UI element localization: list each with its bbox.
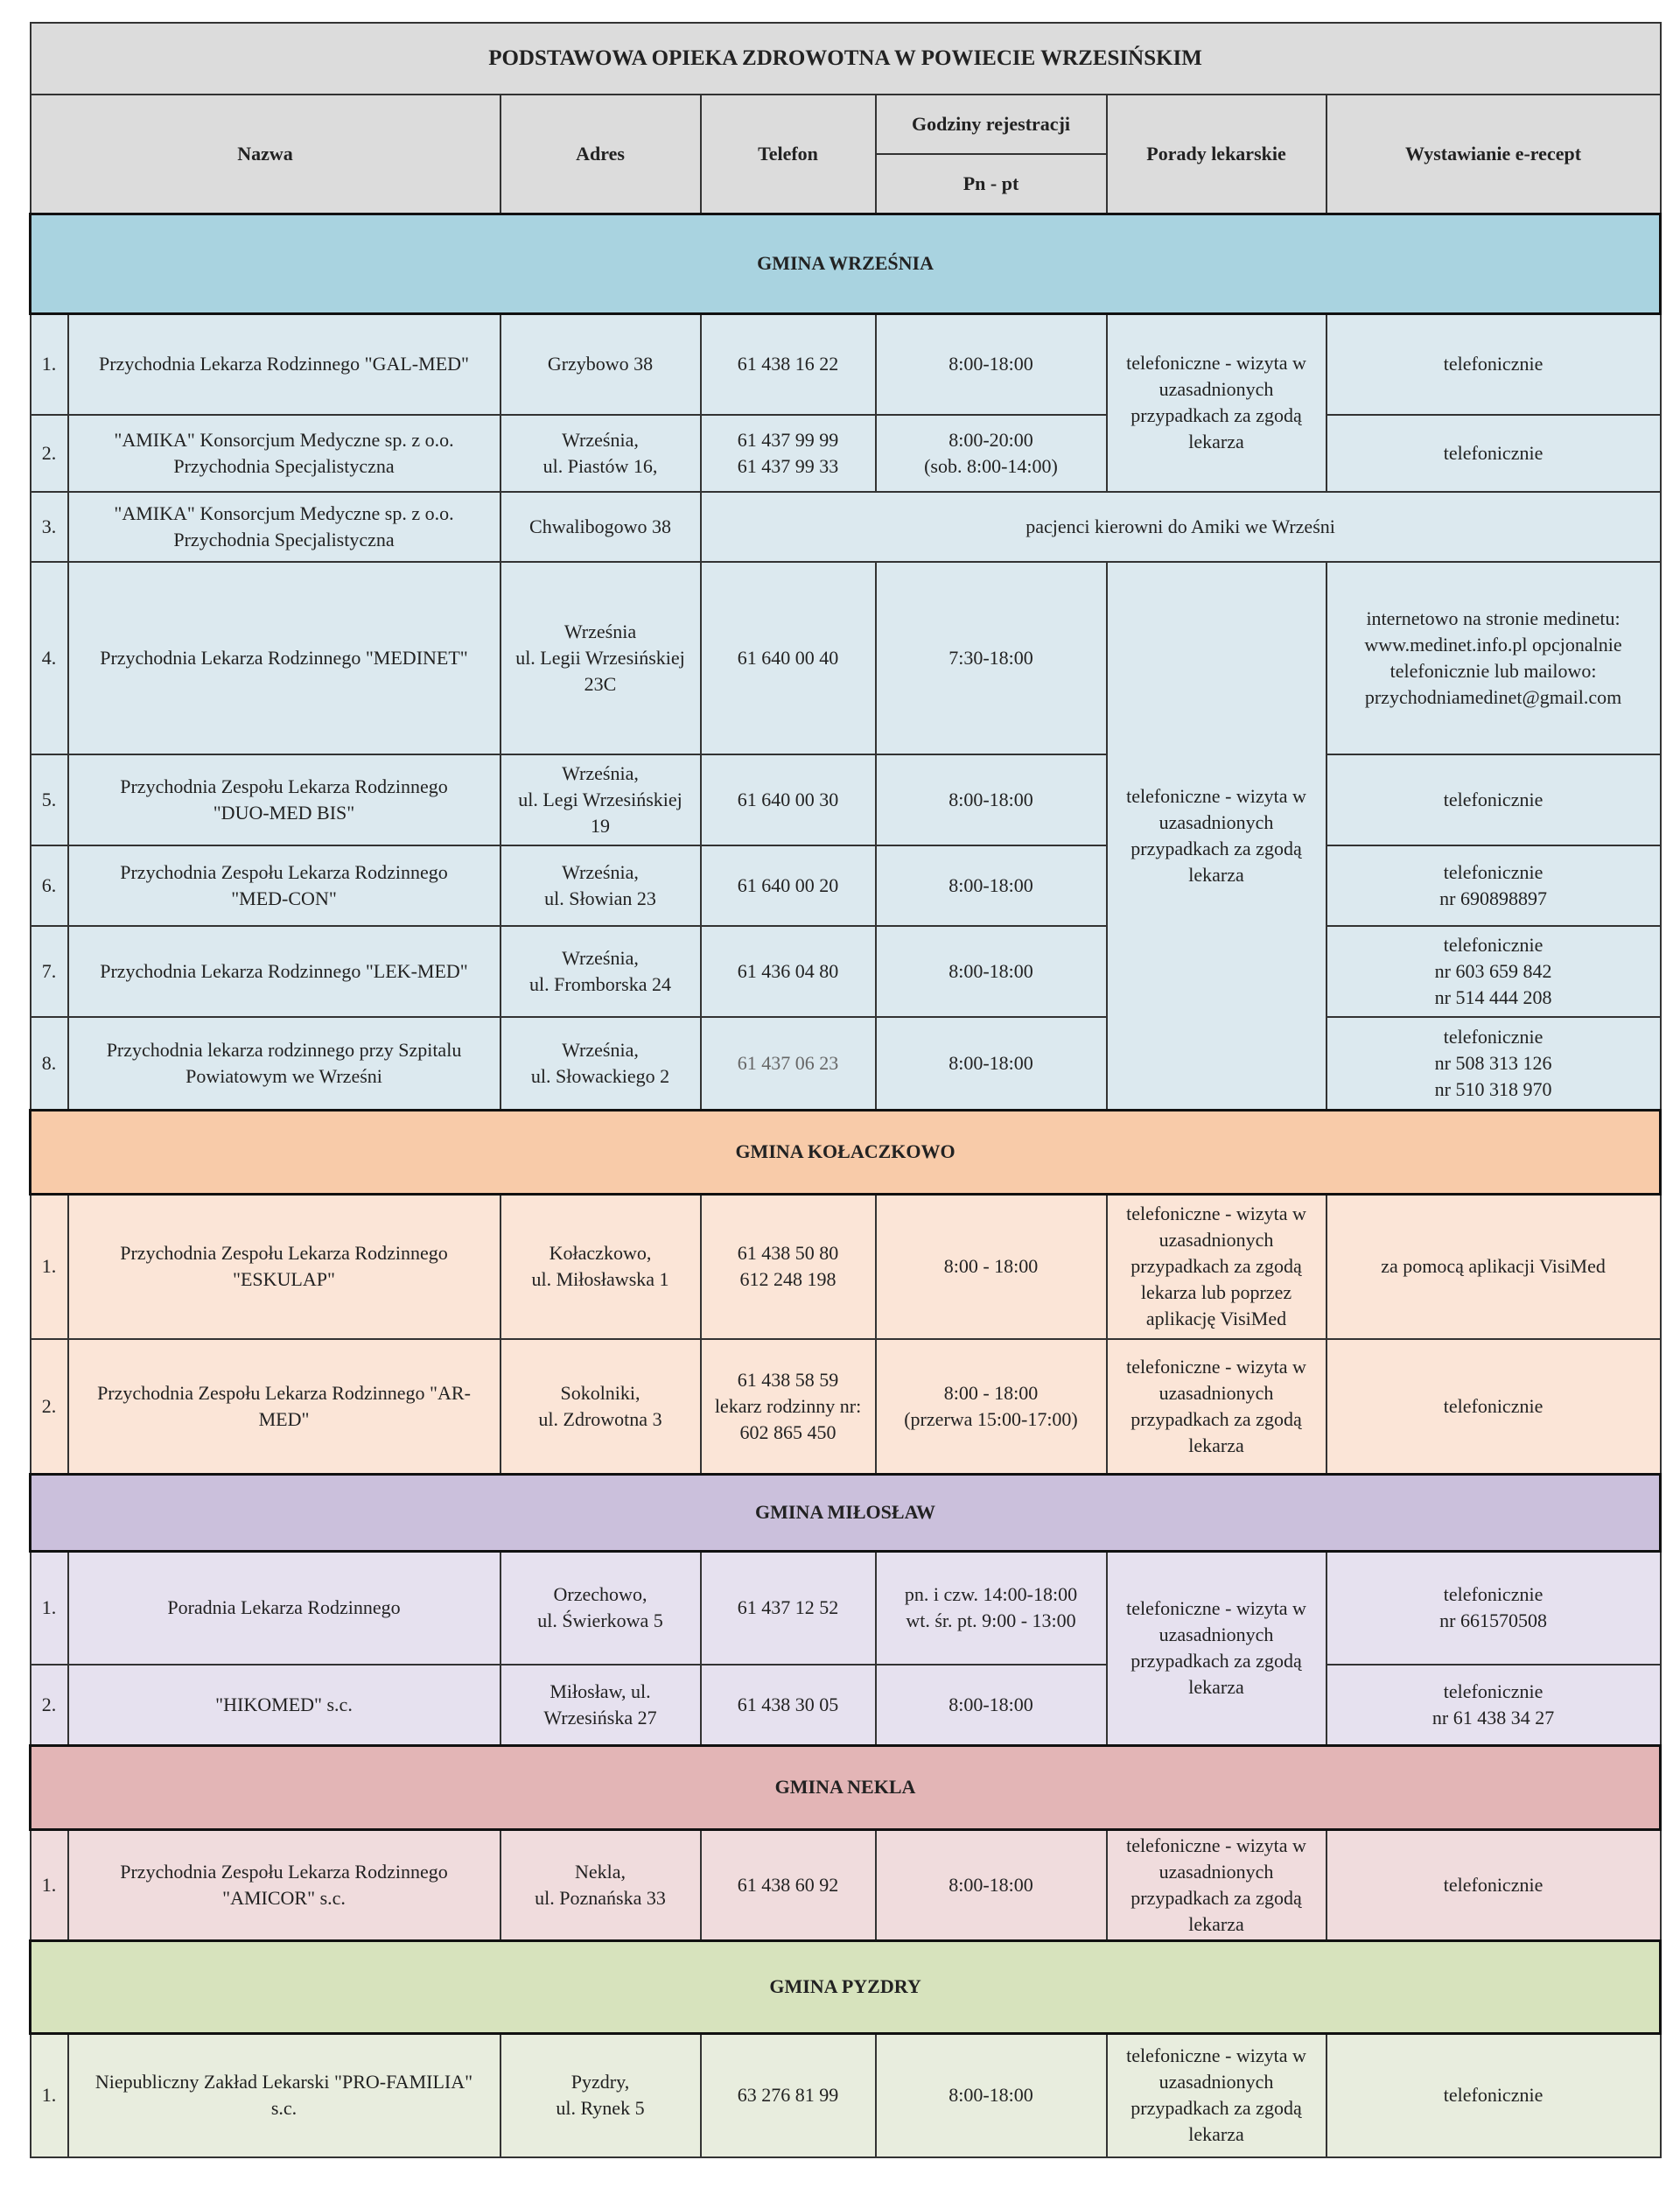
clinic-name: Przychodnia Lekarza Rodzinnego "MEDINET" [68,562,500,754]
header-adres: Adres [500,95,701,214]
registration-hours: 7:30-18:00 [876,562,1107,754]
e-prescription-info: telefonicznie [1326,415,1661,492]
row-number: 1. [31,2033,68,2157]
consultation-info: telefoniczne - wizyta w uzasadnionych przypadkach za zgodą lekarza [1107,2033,1326,2157]
clinic-name: Przychodnia Zespołu Lekarza Rodzinnego "AMICOR" s.c. [68,1829,500,1940]
registration-hours: 8:00-18:00 [876,926,1107,1017]
header-erecepty: Wystawianie e-recept [1326,95,1661,214]
header-nazwa: Nazwa [31,95,500,214]
clinic-address: Pyzdry, ul. Rynek 5 [500,2033,701,2157]
e-prescription-info: telefonicznie [1326,754,1661,845]
registration-hours: 8:00-18:00 [876,754,1107,845]
consultation-info: telefoniczne - wizyta w uzasadnionych przypadkach za zgodą lekarza lub poprzez aplikację VisiMed [1107,1194,1326,1339]
row-number: 3. [31,492,68,562]
clinic-name: Przychodnia Zespołu Lekarza Rodzinnego "DUO-MED BIS" [68,754,500,845]
clinic-phone: 61 437 12 52 [701,1551,876,1665]
clinics-table [29,22,1662,2158]
e-prescription-info: telefonicznie nr 690898897 [1326,845,1661,926]
registration-hours: 8:00-18:00 [876,313,1107,415]
header-telefon: Telefon [701,95,876,214]
consultation-info: telefoniczne - wizyta w uzasadnionych przypadkach za zgodą lekarza [1107,313,1326,492]
clinic-phone: 61 436 04 80 [701,926,876,1017]
e-prescription-info: internetowo na stronie medinetu: www.medinet.info.pl opcjonalnie telefonicznie lub mailowo: przychodniamedinet@gmail.com [1326,562,1661,754]
registration-hours: 8:00 - 18:00 [876,1194,1107,1339]
e-prescription-info: telefonicznie [1326,1829,1661,1940]
clinic-name: Przychodnia Zespołu Lekarza Rodzinnego "MED-CON" [68,845,500,926]
e-prescription-info: za pomocą aplikacji VisiMed [1326,1194,1661,1339]
row-number: 1. [31,1829,68,1940]
registration-hours: 8:00 - 18:00 (przerwa 15:00-17:00) [876,1339,1107,1474]
clinic-phone: 61 640 00 20 [701,845,876,926]
e-prescription-info: telefonicznie [1326,313,1661,415]
clinic-phone: 61 438 58 59 lekarz rodzinny nr: 602 865 450 [701,1339,876,1474]
clinic-address: Września ul. Legii Wrzesińskiej 23C [500,562,701,754]
registration-hours: 8:00-18:00 [876,845,1107,926]
row-number: 6. [31,845,68,926]
e-prescription-info: telefonicznie nr 61 438 34 27 [1326,1665,1661,1745]
clinic-name: Przychodnia Lekarza Rodzinnego "LEK-MED" [68,926,500,1017]
row-number: 1. [31,1551,68,1665]
row-number: 8. [31,1017,68,1110]
page-title: PODSTAWOWA OPIEKA ZDROWOTNA W POWIECIE WRZESIŃSKIM [31,23,1661,95]
clinic-name: "AMIKA" Konsorcjum Medyczne sp. z o.o. Przychodnia Specjalistyczna [68,492,500,562]
clinic-address: Orzechowo, ul. Świerkowa 5 [500,1551,701,1665]
header-porady: Porady lekarskie [1107,95,1326,214]
header-godziny: Godziny rejestracji [876,95,1107,154]
clinic-phone: 61 438 50 80 612 248 198 [701,1194,876,1339]
consultation-info: telefoniczne - wizyta w uzasadnionych przypadkach za zgodą lekarza [1107,1829,1326,1940]
clinic-address: Września, ul. Fromborska 24 [500,926,701,1017]
section-header-nekla: GMINA NEKLA [31,1745,1661,1829]
row-number: 4. [31,562,68,754]
clinic-phone: 61 438 60 92 [701,1829,876,1940]
clinic-name: Przychodnia Lekarza Rodzinnego "GAL-MED" [68,313,500,415]
e-prescription-info: telefonicznie nr 508 313 126 nr 510 318 970 [1326,1017,1661,1110]
row-number: 2. [31,415,68,492]
clinic-name: Poradnia Lekarza Rodzinnego [68,1551,500,1665]
registration-hours: 8:00-18:00 [876,1665,1107,1745]
row-number: 7. [31,926,68,1017]
clinic-address: Września, ul. Legi Wrzesińskiej 19 [500,754,701,845]
section-header-pyzdry: GMINA PYZDRY [31,1940,1661,2033]
clinic-address: Kołaczkowo, ul. Miłosławska 1 [500,1194,701,1339]
e-prescription-info: telefonicznie [1326,2033,1661,2157]
row-number: 1. [31,313,68,415]
row-number: 5. [31,754,68,845]
clinic-phone: 61 640 00 30 [701,754,876,845]
e-prescription-info: telefonicznie [1326,1339,1661,1474]
section-header-kolaczkowo: GMINA KOŁACZKOWO [31,1110,1661,1194]
clinic-address: Września, ul. Słowian 23 [500,845,701,926]
row-number: 1. [31,1194,68,1339]
e-prescription-info: telefonicznie nr 603 659 842 nr 514 444 208 [1326,926,1661,1017]
row-number: 2. [31,1339,68,1474]
clinic-name: "HIKOMED" s.c. [68,1665,500,1745]
referral-note: pacjenci kierowni do Amiki we Wrześni [701,492,1661,562]
clinic-phone: 61 437 99 99 61 437 99 33 [701,415,876,492]
clinic-address: Nekla, ul. Poznańska 33 [500,1829,701,1940]
clinic-phone: 63 276 81 99 [701,2033,876,2157]
section-header-miloslaw: GMINA MIŁOSŁAW [31,1474,1661,1551]
registration-hours: 8:00-20:00 (sob. 8:00-14:00) [876,415,1107,492]
clinic-address: Grzybowo 38 [500,313,701,415]
consultation-info: telefoniczne - wizyta w uzasadnionych przypadkach za zgodą lekarza [1107,1339,1326,1474]
clinic-name: Przychodnia lekarza rodzinnego przy Szpitalu Powiatowym we Wrześni [68,1017,500,1110]
section-header-wrzesnia: GMINA WRZEŚNIA [31,214,1661,313]
clinic-name: Przychodnia Zespołu Lekarza Rodzinnego "AR- MED" [68,1339,500,1474]
consultation-info: telefoniczne - wizyta w uzasadnionych przypadkach za zgodą lekarza [1107,1551,1326,1745]
registration-hours: pn. i czw. 14:00-18:00 wt. śr. pt. 9:00 - 13:00 [876,1551,1107,1665]
clinic-phone: 61 438 16 22 [701,313,876,415]
clinic-phone: 61 640 00 40 [701,562,876,754]
clinic-phone: 61 438 30 05 [701,1665,876,1745]
row-number: 2. [31,1665,68,1745]
clinic-phone: 61 437 06 23 [701,1017,876,1110]
clinic-address: Miłosław, ul. Wrzesińska 27 [500,1665,701,1745]
clinic-address: Sokolniki, ul. Zdrowotna 3 [500,1339,701,1474]
clinic-name: "AMIKA" Konsorcjum Medyczne sp. z o.o. Przychodnia Specjalistyczna [68,415,500,492]
clinic-address: Chwalibogowo 38 [500,492,701,562]
consultation-info: telefoniczne - wizyta w uzasadnionych przypadkach za zgodą lekarza [1107,562,1326,1110]
header-pn-pt: Pn - pt [876,154,1107,214]
registration-hours: 8:00-18:00 [876,1017,1107,1110]
e-prescription-info: telefonicznie nr 661570508 [1326,1551,1661,1665]
registration-hours: 8:00-18:00 [876,1829,1107,1940]
clinic-address: Września, ul. Słowackiego 2 [500,1017,701,1110]
clinic-name: Przychodnia Zespołu Lekarza Rodzinnego "ESKULAP" [68,1194,500,1339]
registration-hours: 8:00-18:00 [876,2033,1107,2157]
clinic-address: Września, ul. Piastów 16, [500,415,701,492]
clinic-name: Niepubliczny Zakład Lekarski "PRO-FAMILIA" s.c. [68,2033,500,2157]
